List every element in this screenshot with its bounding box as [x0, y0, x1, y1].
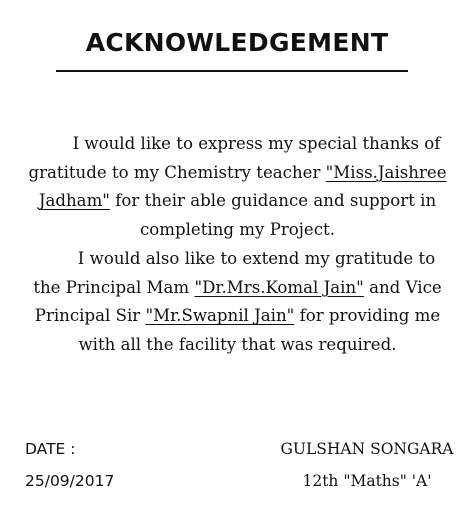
- teacher-name-part-2: Jadham": [38, 191, 110, 211]
- paragraph-2-line-1: [10, 245, 465, 274]
- paragraph-1-line-3: [10, 187, 465, 216]
- paragraph-2-line-3-post: for providing me: [294, 306, 441, 326]
- date-label: DATE :: [25, 440, 76, 458]
- vice-principal-name: "Mr.Swapnil Jain": [145, 306, 295, 326]
- paragraph-1-line-4-text: completing my Project.: [139, 220, 335, 240]
- paragraph-1-line-2-text: gratitude to my Chemistry teacher: [28, 162, 326, 182]
- paragraph-2-line-1-text: I would also like to extend my gratitude to: [77, 248, 436, 268]
- page-title: ACKNOWLEDGEMENT: [85, 28, 389, 57]
- paragraph-2-line-2-post: and Vice: [363, 277, 442, 297]
- paragraph-1-line-3-text: for their able guidance and support in: [109, 191, 437, 211]
- paragraph-teacher-thanks: [10, 130, 465, 245]
- paragraph-1-line-1-text: I would like to express my special thanks of: [72, 134, 441, 153]
- date-block: [25, 433, 114, 497]
- paragraph-2-line-4: [10, 331, 465, 360]
- teacher-name-part-1: "Miss.Jaishree: [325, 162, 447, 182]
- acknowledgement-body: [10, 130, 465, 360]
- student-name: GULSHAN SONGARA: [280, 440, 454, 458]
- paragraph-1-line-2: [10, 159, 465, 188]
- principal-name: "Dr.Mrs.Komal Jain": [194, 277, 364, 297]
- date-value: 25/09/2017: [25, 472, 115, 490]
- paragraph-2-line-3: [10, 302, 465, 331]
- paragraph-2-line-4-text: with all the facility that was required.: [78, 334, 397, 354]
- title-underline-divider: [56, 70, 408, 72]
- student-signature-block: [272, 433, 462, 497]
- paragraph-2-line-2-pre: the Principal Mam: [33, 277, 195, 297]
- paragraph-1-line-4: [10, 216, 465, 245]
- student-class: 12th "Maths" 'A': [302, 472, 432, 490]
- paragraph-2-line-3-pre: Principal Sir: [34, 306, 146, 326]
- paragraph-principal-thanks: [10, 245, 465, 360]
- paragraph-2-line-2: [10, 274, 465, 303]
- paragraph-1-line-1: [10, 130, 465, 159]
